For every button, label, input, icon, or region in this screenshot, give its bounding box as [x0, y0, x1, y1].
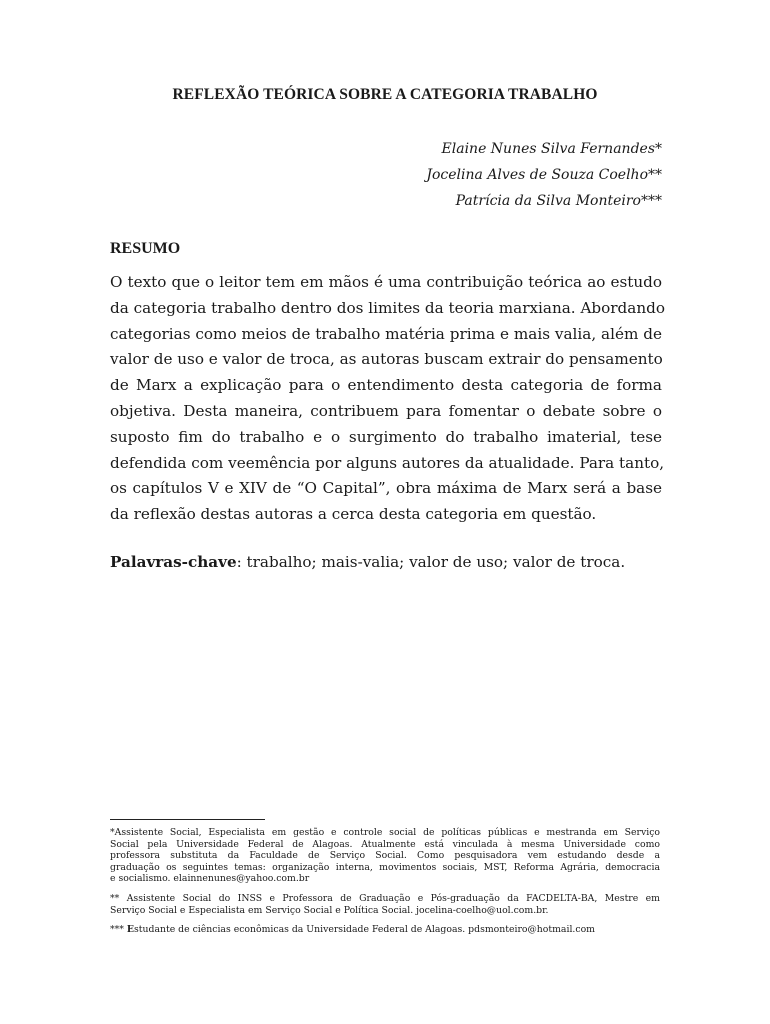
author-name: Elaine Nunes Silva Fernandes* — [441, 141, 662, 157]
keywords-text: : trabalho; mais-valia; valor de uso; valor de troca. — [236, 553, 626, 571]
keywords-label: Palavras-chave — [110, 553, 237, 571]
footnote-line: professora substituta da Faculdade de Serviço Social. Como pesquisadora vem estudando desde a — [110, 850, 660, 862]
document-title: REFLEXÃO TEÓRICA SOBRE A CATEGORIA TRABALHO — [172, 86, 598, 103]
footnote-1 — [110, 827, 660, 885]
footnote-line: *Assistente Social, Especialista em gestão e controle social de políticas públicas e mestranda em Serviço — [110, 827, 660, 838]
footnote-text: studante de ciências econômicas da Universidade Federal de Alagoas. pdsmonteiro@hotmail.com — [134, 924, 595, 936]
abstract-line: O texto que o leitor tem em mãos é uma contribuição teórica ao estudo — [110, 273, 662, 291]
footnote-line: ** Assistente Social do INSS e Professora de Graduação e Pós-graduação da FACDELTA-BA, Mestre em — [110, 892, 660, 904]
abstract-line: valor de uso e valor de troca, as autoras buscam extrair do pensamento — [110, 350, 663, 369]
author-name: Patrícia da Silva Monteiro*** — [455, 193, 662, 209]
author-name: Jocelina Alves de Souza Coelho** — [426, 167, 662, 183]
abstract-line: categorias como meios de trabalho matéria prima e mais valia, além de — [110, 324, 662, 343]
abstract-line: defendida com veemência por alguns autores da atualidade. Para tanto, — [110, 453, 665, 472]
abstract-heading: RESUMO — [110, 240, 181, 257]
keywords — [110, 553, 625, 571]
footnote-2 — [110, 893, 660, 916]
abstract-body — [110, 270, 665, 528]
footnote-line: e socialismo. elainnenunes@yahoo.com.br — [110, 873, 310, 885]
footnote-line: Social pela Universidade Federal de Alagoas. Atualmente está vinculada à mesma Universidade como — [110, 838, 660, 850]
abstract-line: suposto fim do trabalho e o surgimento do trabalho imaterial, tese — [110, 427, 662, 446]
footnote-line: graduação os seguintes temas: organização interna, movimentos sociais, MST, Reforma Agrária, democracia — [110, 861, 660, 873]
footnote-divider — [110, 819, 265, 820]
footnote-3 — [110, 924, 660, 936]
abstract-line: objetiva. Desta maneira, contribuem para fomentar o debate sobre o — [110, 401, 662, 420]
abstract-line: da categoria trabalho dentro dos limites da teoria marxiana. Abordando — [110, 298, 665, 317]
abstract-line: da reflexão destas autoras a cerca desta categoria em questão. — [110, 505, 597, 524]
footnotes — [110, 827, 660, 944]
footnote-bold-initial: E — [126, 924, 134, 936]
abstract-line: os capítulos V e XIV de “O Capital”, obra máxima de Marx será a base — [110, 479, 662, 498]
abstract-line: de Marx a explicação para o entendimento desta categoria de forma — [110, 376, 662, 395]
author-list — [426, 136, 662, 214]
footnote-marker: *** — [110, 924, 127, 936]
footnote-line: Serviço Social e Especialista em Serviço Social e Política Social. jocelina-coelho@uol.com.br. — [110, 904, 549, 916]
